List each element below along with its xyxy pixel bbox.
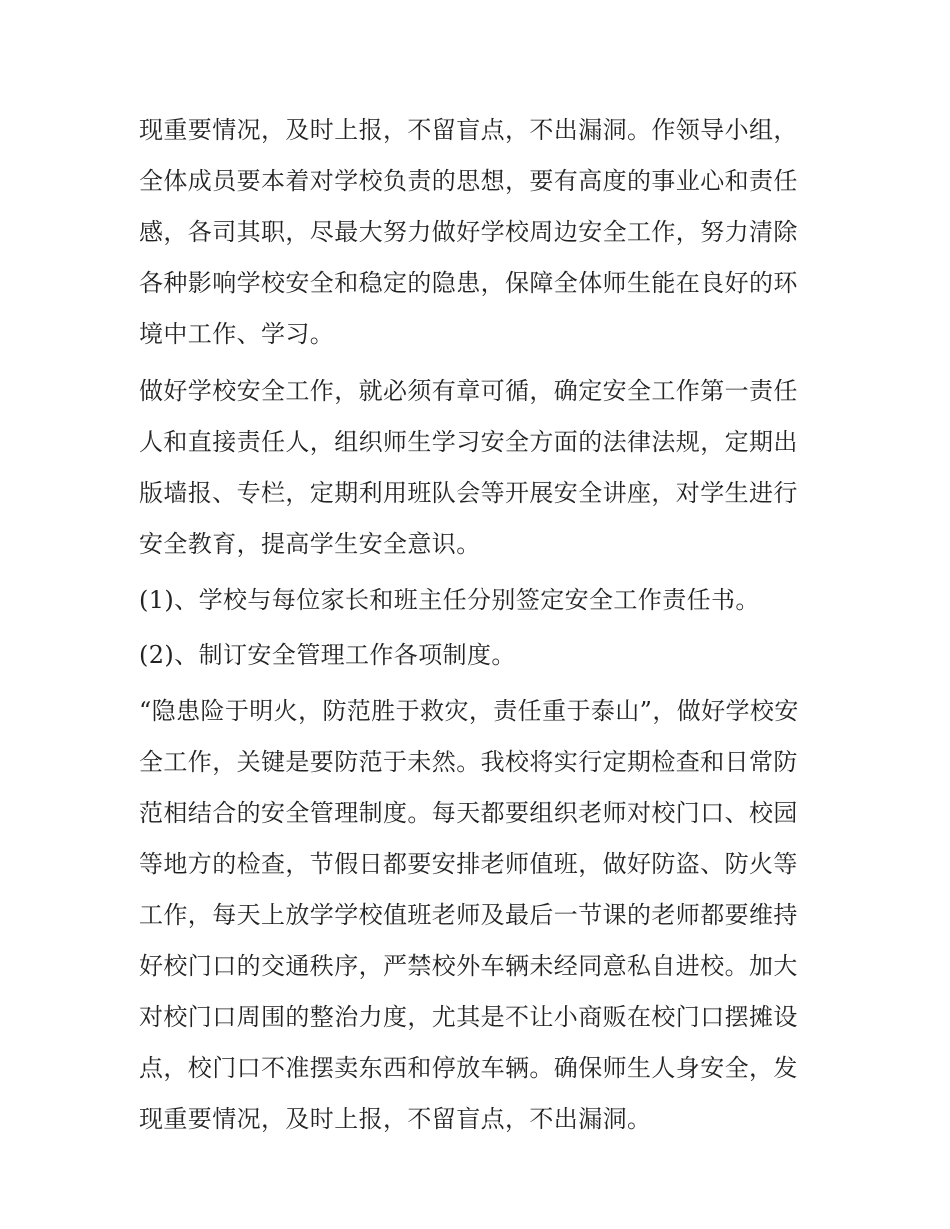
text-line: 对校门口周围的整治力度，尤其是不让小商贩在校门口摆摊设	[139, 1003, 798, 1031]
text-line: 各种影响学校安全和稳定的隐患，保障全体师生能在良好的环	[139, 269, 798, 297]
text-line: 工作，每天上放学学校值班老师及最后一节课的老师都要维持	[139, 901, 798, 929]
paragraph	[139, 631, 815, 680]
text-line: 好校门口的交通秩序，严禁校外车辆未经同意私自进校。加大	[139, 952, 798, 980]
text-line: 人和直接责任人，组织师生学习安全方面的法律法规，定期出	[139, 428, 798, 456]
text-line: 点，校门口不准摆卖东西和停放车辆。确保师生人身安全，发	[139, 1054, 798, 1082]
text-line: (1)、学校与每位家长和班主任分别签定安全工作责任书。	[139, 586, 760, 614]
text-line: 版墙报、专栏，定期利用班队会等开展安全讲座，对学生进行	[139, 479, 798, 507]
text-line: 全体成员要本着对学校负责的思想，要有高度的事业心和责任	[139, 167, 798, 195]
text-line: 全工作，关键是要防范于未然。我校将实行定期检查和日常防	[139, 748, 798, 776]
paragraph	[139, 576, 815, 625]
text-line: 现重要情况，及时上报，不留盲点，不出漏洞。	[139, 1105, 652, 1133]
text-line: 境中工作、学习。	[139, 320, 335, 348]
document-body	[139, 105, 815, 1151]
paragraph	[139, 105, 815, 360]
paragraph	[139, 366, 815, 570]
paragraph	[139, 686, 815, 1145]
text-line: 安全教育，提高学生安全意识。	[139, 530, 481, 558]
text-line: 等地方的检查，节假日都要安排老师值班，做好防盗、防火等	[139, 850, 798, 878]
text-line: 做好学校安全工作，就必须有章可循，确定安全工作第一责任	[139, 377, 798, 405]
text-line: “隐患险于明火，防范胜于救灾，责任重于泰山”，做好学校安	[139, 697, 799, 725]
text-line: 现重要情况，及时上报，不留盲点，不出漏洞。作领导小组，	[139, 116, 798, 144]
text-line: (2)、制订安全管理工作各项制度。	[139, 641, 516, 669]
text-line: 范相结合的安全管理制度。每天都要组织老师对校门口、校园	[139, 799, 798, 827]
text-line: 感，各司其职，尽最大努力做好学校周边安全工作，努力清除	[139, 218, 798, 246]
